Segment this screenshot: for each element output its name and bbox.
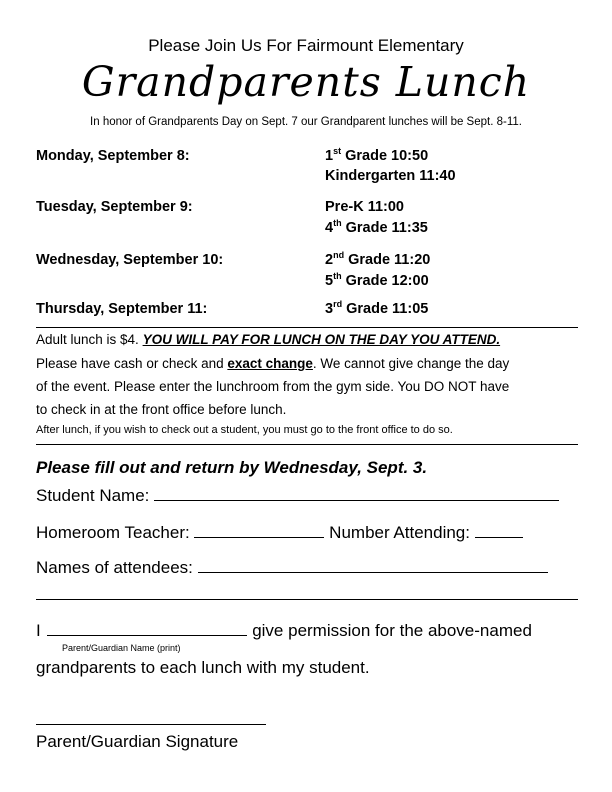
homeroom-teacher-blank[interactable] <box>194 536 324 538</box>
schedule-grade: 5th Grade 12:00 <box>325 271 429 289</box>
form-heading: Please fill out and return by Wednesday, Sept. 3. <box>36 458 428 477</box>
divider <box>36 444 578 445</box>
info-line: of the event. Please enter the lunchroom from the gym side. You DO NOT have <box>36 379 510 394</box>
permission-line <box>36 621 532 641</box>
info-line: Adult lunch is $4. YOU WILL PAY FOR LUNCH ON THE DAY YOU ATTEND. <box>36 332 501 347</box>
homeroom-number-row <box>36 523 523 543</box>
attendees-blank[interactable] <box>198 571 548 573</box>
schedule-day-wednesday: Wednesday, September 10: <box>36 252 224 268</box>
schedule-grade: Pre-K 11:00 <box>325 199 404 215</box>
signature-label: Parent/Guardian Signature <box>36 732 239 751</box>
number-attending-blank[interactable] <box>475 536 523 538</box>
permission-suffix: give permission for the above-named <box>252 621 532 640</box>
schedule-grade: 1st Grade 10:50 <box>325 146 429 164</box>
divider <box>36 327 578 328</box>
permission-line-2: grandparents to each lunch with my student. <box>36 658 370 677</box>
attendees-field[interactable] <box>36 558 548 578</box>
subtitle: Please Join Us For Fairmount Elementary <box>148 36 464 55</box>
schedule-grade: Kindergarten 11:40 <box>325 168 456 184</box>
attendees-label: Names of attendees: <box>36 558 193 577</box>
schedule-grade: 4th Grade 11:35 <box>325 218 428 236</box>
homeroom-teacher-label: Homeroom Teacher: <box>36 523 190 542</box>
honor-note: In honor of Grandparents Day on Sept. 7 our Grandparent lunches will be Sept. 8-11. <box>90 116 522 128</box>
permission-prefix: I <box>36 621 41 640</box>
schedule-day-thursday: Thursday, September 11: <box>36 301 208 317</box>
student-name-field[interactable] <box>36 486 559 506</box>
number-attending-label: Number Attending: <box>329 523 470 542</box>
info-line: Please have cash or check and exact change. We cannot give change the day <box>36 356 510 371</box>
student-name-blank[interactable] <box>154 499 559 501</box>
schedule-day-monday: Monday, September 8: <box>36 148 190 164</box>
student-name-label: Student Name: <box>36 486 150 505</box>
schedule-grade: 3rd Grade 11:05 <box>325 299 429 317</box>
parent-name-caption: Parent/Guardian Name (print) <box>62 643 181 653</box>
info-note: After lunch, if you wish to check out a student, you must go to the front office to do so. <box>36 424 453 436</box>
signature-blank[interactable] <box>36 724 266 725</box>
schedule-day-tuesday: Tuesday, September 9: <box>36 199 193 215</box>
attendees-extra-blank[interactable] <box>36 599 578 600</box>
parent-name-blank[interactable] <box>47 634 247 636</box>
schedule-grade: 2nd Grade 11:20 <box>325 250 431 268</box>
info-line: to check in at the front office before lunch. <box>36 402 287 417</box>
page-title: Grandparents Lunch <box>81 58 531 106</box>
